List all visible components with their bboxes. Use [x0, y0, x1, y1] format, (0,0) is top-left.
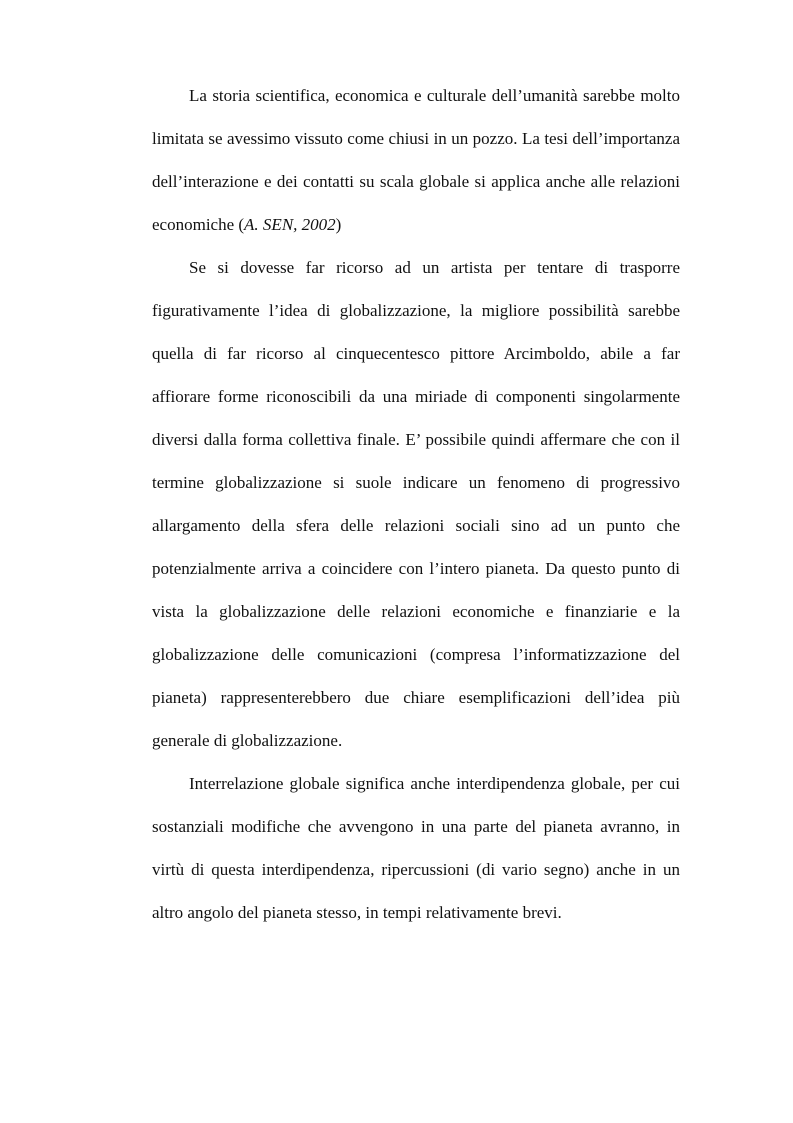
paragraph-sen-quote [152, 74, 680, 246]
citation: A. SEN, 2002 [244, 215, 336, 234]
paragraph-arcimboldo: Se si dovesse far ricorso ad un artista per tentare di trasporre figurativamente l’idea di globalizzazione, la migliore possibilità sarebbe quella di far ricorso al cinquecentesco pittore Arcimboldo, abile a far affiorare forme riconoscibili da una miriade di componenti singolarmente diversi dalla forma collettiva finale. E’ possibile quindi affermare che con il termine globalizzazione si suole indicare un fenomeno di progressivo allargamento della sfera delle relazioni sociali sino ad un punto che potenzialmente arriva a coincidere con l’intero pianeta. Da questo punto di vista la globalizzazione delle relazioni economiche e finanziarie e la globalizzazione delle comunicazioni (compresa l’informatizzazione del pianeta) rappresenterebbero due chiare esemplificazioni dell’idea più generale di globalizzazione. [152, 258, 680, 750]
paragraph-text: La storia scientifica, economica e culturale dell’umanità sarebbe molto limitata se avessimo vissuto come chiusi in un pozzo. La tesi dell’importanza dell’interazione e dei contatti su scala globale si applica anche alle relazioni economiche ( [152, 86, 680, 234]
paragraph-interdependence: Interrelazione globale significa anche interdipendenza globale, per cui sostanziali modifiche che avvengono in una parte del pianeta avranno, in virtù di questa interdipendenza, ripercussioni (di vario segno) anche in un altro angolo del pianeta stesso, in tempi relativamente brevi. [152, 774, 680, 922]
paragraph-text: ) [335, 215, 342, 234]
document-page [152, 74, 680, 934]
